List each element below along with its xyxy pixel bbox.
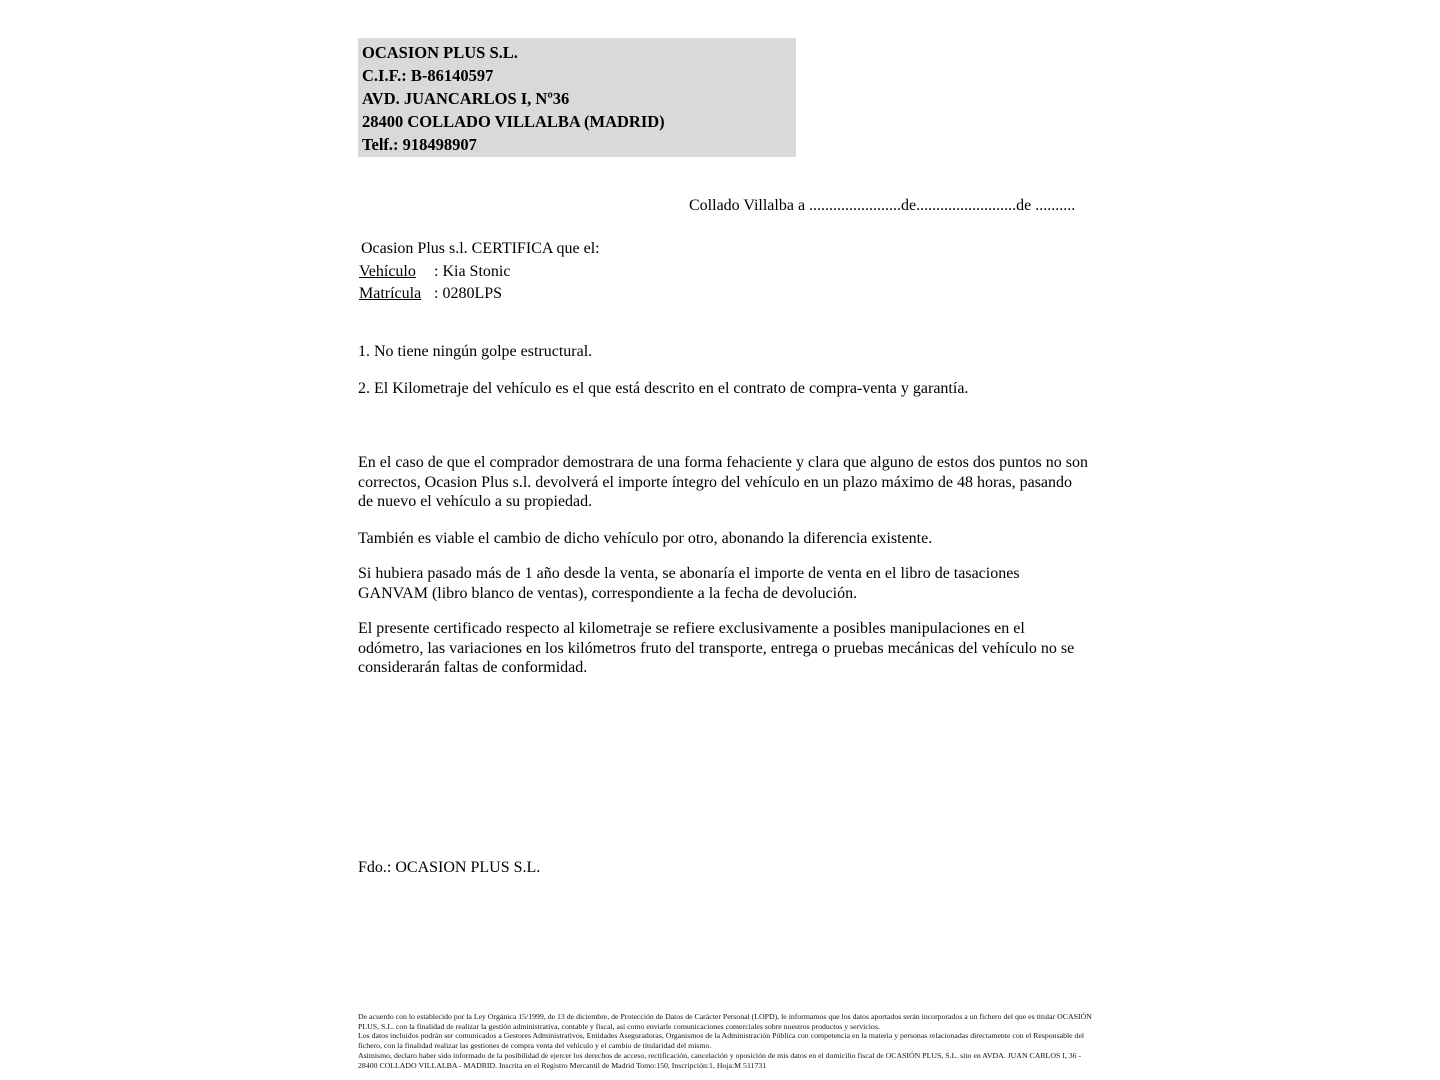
vehicle-label-wrap [359, 263, 434, 281]
legal-paragraph-data-sharing: Los datos incluidos podrán ser comunicados a Gestores Administrativos, Entidades Aseguradoras, Organismos de la Administración Pública con competencia en la materia y personas relacionadas directamente con el Responsable del fichero, con la finalidad realizar las gestiones de compra venta del vehículo y el cambio de titularidad del mismo. [358, 1031, 1085, 1051]
company-city: 28400 COLLADO VILLALBA (MADRID) [362, 112, 665, 131]
body-paragraph-exchange: También es viable el cambio de dicho vehículo por otro, abonando la diferencia existente. [358, 530, 933, 547]
plate-label-wrap [359, 285, 434, 303]
certificate-clause-2: 2. El Kilometraje del vehículo es el que está descrito en el contrato de compra-venta y garantía. [358, 380, 969, 397]
vehicle-field [359, 263, 510, 281]
signature-line: Fdo.: OCASION PLUS S.L. [358, 859, 541, 876]
legal-paragraph-rights: Asimismo, declaro haber sido informado de la posibilidad de ejercer los derechos de acceso, rectificación, cancelación y oposición de mis datos en el domicilio fiscal de OCASIÓN PLUS, S.L. sito en AVDA. JUAN CARLOS I, 36 - 28400 COLLADO VILLALBA - MADRID. Inscrita en el Registro Mercantil de Madrid Tomo:150, Inscripción:1, Hoja:M 511731 [358, 1050, 1082, 1070]
body-paragraph-refund: En el caso de que el comprador demostrara de una forma fehaciente y clara que alguno de estos dos puntos no son correctos, Ocasion Plus s.l. devolverá el importe íntegro del vehículo en un plazo máximo de 48 horas, pasando de nuevo el vehículo a su propiedad. [358, 454, 1088, 510]
certificate-clause-1: 1. No tiene ningún golpe estructural. [358, 343, 593, 360]
company-cif: C.I.F.: B-86140597 [362, 66, 494, 85]
plate-value: : 0280LPS [434, 285, 503, 302]
date-line: Collado Villalba a .......................de.........................de .......... [689, 197, 1076, 214]
vehicle-value: : Kia Stonic [434, 263, 511, 280]
legal-paragraph-lopd: De acuerdo con lo establecido por la Ley Orgánica 15/1999, de 13 de diciembre, de Protección de Datos de Carácter Personal (LOPD), le informamos que los datos aportados serán incorporados a un fichero del que es titular OCASIÓN PLUS, S.L. con la finalidad de realizar la gestión administrativa, contable y fiscal, así como enviarle comunicaciones comerciales sobre nuestros productos y servicios. [358, 1012, 1092, 1031]
vehicle-label: Vehículo [359, 263, 416, 280]
company-name: OCASION PLUS S.L. [362, 43, 518, 62]
body-paragraph-ganvam: Si hubiera pasado más de 1 año desde la venta, se abonaría el importe de venta en el libro de tasaciones GANVAM (libro blanco de ventas), correspondiente a la fecha de devolución. [358, 565, 1020, 602]
company-address: AVD. JUANCARLOS I, Nº36 [362, 89, 570, 108]
company-phone: Telf.: 918498907 [362, 135, 477, 154]
plate-label: Matrícula [359, 285, 422, 302]
legal-footer [358, 1012, 1100, 1070]
body-paragraph-odometer: El presente certificado respecto al kilometraje se refiere exclusivamente a posibles manipulaciones en el odómetro, las variaciones en los kilómetros fruto del transporte, entrega o pruebas mecánicas del vehículo no se considerarán faltas de conformidad. [358, 620, 1075, 676]
company-header-block [358, 38, 796, 157]
certify-intro: Ocasion Plus s.l. CERTIFICA que el: [361, 240, 600, 257]
plate-field [359, 285, 502, 303]
